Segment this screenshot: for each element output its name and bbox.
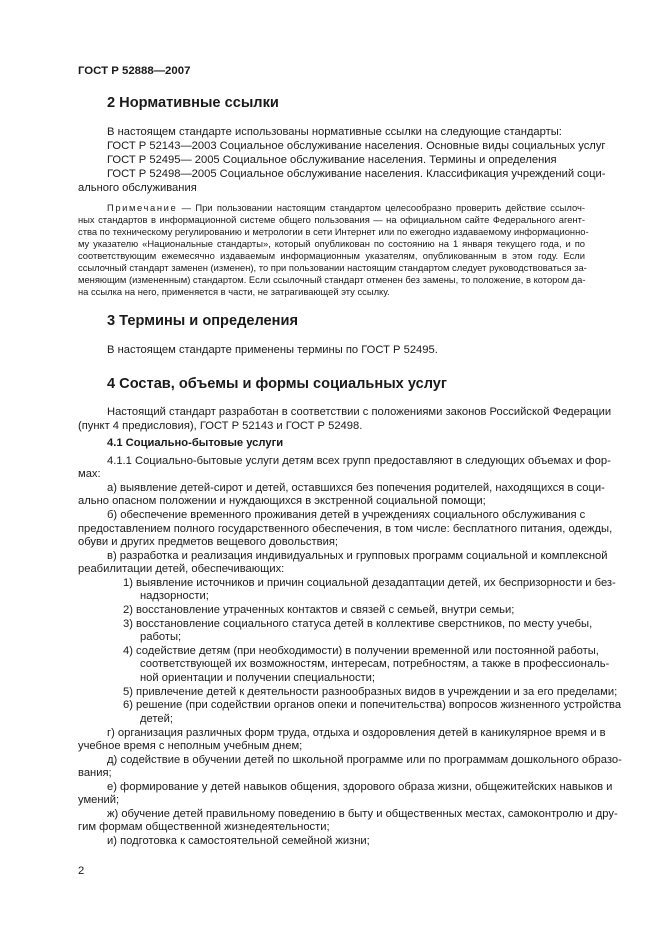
body-line: предоставлением полного государственного обеспечения, в том числе: бесплатного питания, одежды, [78,523,613,535]
note-line: му указателю «Национальные стандарты», который опубликован по состоянию на 1 января текущего года, и по [78,238,585,249]
body-line: ной ориентации и получении специальности; [140,672,376,684]
body-line: работы; [140,631,182,643]
note-line: ссылочный стандарт заменен (изменен), то при пользовании настоящим стандартом следует руководствоваться за- [78,262,587,273]
note-line: ных стандартов в информационной системе общего пользования — на официальном сайте Федерального агент- [78,214,585,225]
body-line: вания; [78,767,112,779]
reference-item-continuation: ального обслуживания [78,182,197,194]
body-line: учебное время с неполным учебным днем; [78,740,303,752]
list-item-a: а) выявление детей-сирот и детей, оставшихся без попечения родителей, находящихся в соци- [107,482,605,494]
section-4-heading: 4 Состав, объемы и формы социальных услуг [107,376,447,392]
numbered-item-2: 2) восстановление утраченных контактов и связей с семьей, внутри семьи; [123,604,515,616]
note-first-line [107,202,585,214]
numbered-item-3: 3) восстановление социального статуса детей в коллективе сверстников, по месту учебы, [123,618,593,630]
body-line: ально опасном положении и нуждающихся в экстренной социальной помощи; [78,495,486,507]
list-item-b: б) обеспечение временного проживания детей в учреждениях социального обслуживания с [107,509,586,521]
body-line: гим формам общественной жизнедеятельности; [78,821,330,833]
note-label: Примечание [107,202,178,213]
body-line: соответствующей их возможностям, интересам, потребностям, а также в профессиональ- [140,658,610,670]
body-line: обуви и других предметов вещевого довольствия; [78,536,339,548]
section-3-heading: 3 Термины и определения [107,313,298,329]
note-line: ства по техническому регулированию и метрологии в сети Интернет или по ежегодно издаваемому информационно- [78,226,589,237]
note-line: соответствующим ежемесячно издаваемым информационным указателям, опубликованным в этом году. Если [78,250,585,261]
sec2-intro: В настоящем стандарте использованы нормативные ссылки на следующие стандарты: [107,126,562,138]
sec4-intro-line: (пункт 4 предисловия), ГОСТ Р 52143 и ГОСТ Р 52498. [78,420,363,432]
page-number: 2 [78,865,85,877]
numbered-item-4: 4) содействие детям (при необходимости) в получении временной или постоянной работы, [123,645,599,657]
list-item-e: е) формирование у детей навыков общения, здорового образа жизни, общежитейских навыков и [107,781,613,793]
note-line: меняющим (измененным) стандартом. Если ссылочный стандарт отменен без замены, то положение, в котором да- [78,274,586,285]
section-2-heading: 2 Нормативные ссылки [107,95,279,111]
body-line: надзорности; [140,590,209,602]
list-item-d: д) содействие в обучении детей по школьной программе или по программам дошкольного образо- [107,754,622,766]
sec4-intro-line: Настоящий стандарт разработан в соответствии с положениями законов Российской Федерации [107,406,612,418]
list-item-i: и) подготовка к самостоятельной семейной жизни; [107,835,370,847]
sec3-text: В настоящем стандарте применены термины по ГОСТ Р 52495. [107,344,438,356]
note-line: на ссылка на него, применяется в части, не затрагивающей эту ссылку. [78,286,390,297]
document-code-header: ГОСТ Р 52888—2007 [78,65,191,77]
list-item-zh: ж) обучение детей правильному поведению в быту и общественных местах, самоконтролю и дру- [107,808,618,820]
reference-item: ГОСТ Р 52495— 2005 Социальное обслуживание населения. Термины и определения [107,154,557,166]
body-line: детей; [140,713,173,725]
numbered-item-6: 6) решение (при содействии органов опеки и попечительства) вопросов жизненного устройства [123,699,622,711]
numbered-item-5: 5) привлечение детей к деятельности разнообразных видов в учреждении и за его пределами; [123,686,618,698]
note-line: — При пользовании настоящим стандартом целесообразно проверить действие ссылоч- [177,202,585,213]
reference-item: ГОСТ Р 52498—2005 Социальное обслуживание населения. Классификация учреждений соци- [107,168,606,180]
numbered-item-1: 1) выявление источников и причин социальной дезадаптации детей, их беспризорности и без- [123,577,616,589]
reference-item: ГОСТ Р 52143—2003 Социальное обслуживание населения. Основные виды социальных услуг [107,140,606,152]
list-item-v: в) разработка и реализация индивидуальных и групповых программ социальной и комплексной [107,550,608,562]
body-line: мах: [78,468,101,480]
list-item-g: г) организация различных форм труда, отдыха и оздоровления детей в каникулярное время и в [107,727,606,739]
body-line: реабилитации детей, обеспечивающих: [78,563,285,575]
body-line: умений; [78,794,120,806]
body-line: 4.1.1 Социально-бытовые услуги детям всех групп предоставляют в следующих объемах и фор- [107,455,611,467]
subsection-4-1-heading: 4.1 Социально-бытовые услуги [107,437,284,449]
